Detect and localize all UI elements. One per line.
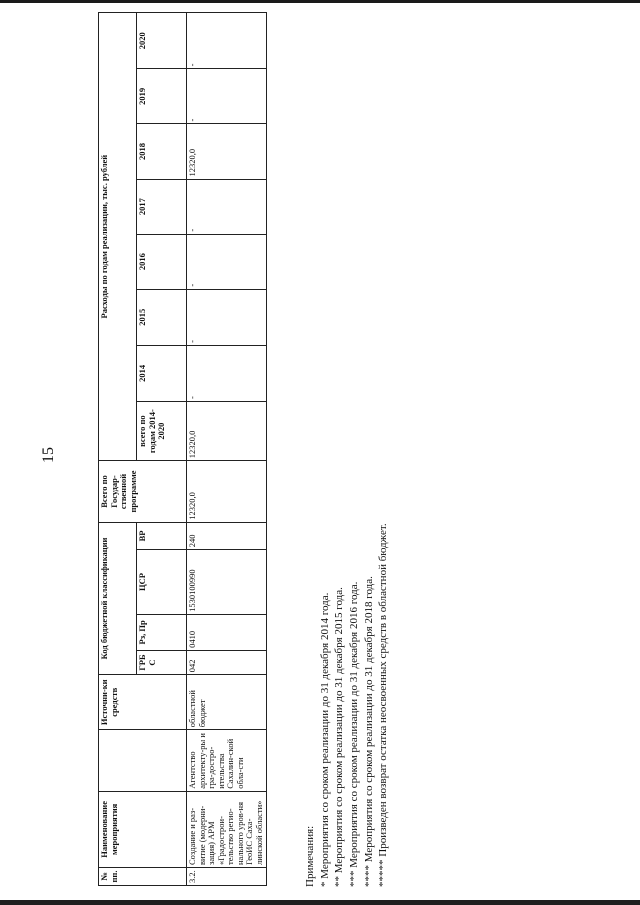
cell-year-value: - bbox=[187, 234, 267, 289]
note-item: ***** Произведен возврат остатка неосвоенных средств в областной бюджет. bbox=[377, 523, 390, 887]
cell-total-program: 12320,0 bbox=[187, 461, 267, 522]
cell-year-value: - bbox=[187, 345, 267, 401]
cell-grbs: 042 bbox=[187, 650, 267, 674]
header-expenses-group: Расходы по годам реализации, тыс. рублей bbox=[99, 13, 137, 461]
cell-total-years: 12320,0 bbox=[187, 401, 267, 460]
notes-title: Примечания: bbox=[304, 825, 316, 887]
header-csr: ЦСР bbox=[137, 550, 187, 615]
header-source: Источни-ки средств bbox=[99, 675, 187, 730]
header-year: 2017 bbox=[137, 179, 187, 234]
header-year: 2016 bbox=[137, 234, 187, 289]
header-year: 2014 bbox=[137, 345, 187, 401]
header-grbs: ГРБ С bbox=[137, 650, 187, 674]
cell-year-value: - bbox=[187, 69, 267, 124]
header-bkc-group: Код бюджетной классификации bbox=[99, 522, 137, 675]
header-total-program: Всего по Государ-ственной программе bbox=[99, 461, 187, 522]
cell-csr: 1530100990 bbox=[187, 550, 267, 615]
header-num: № пп. bbox=[99, 868, 187, 886]
note-item: *** Мероприятия со сроком реализации до 31 декабря 2016 года. bbox=[347, 581, 360, 887]
header-executor bbox=[99, 730, 187, 791]
cell-executor: Агентство архитекту-ры и гра-достро-ительства Сахалин-ской обла-сти bbox=[187, 730, 267, 791]
cell-source: областной бюджет bbox=[187, 675, 267, 730]
cell-year-value: - bbox=[187, 179, 267, 234]
header-year: 2020 bbox=[137, 13, 187, 69]
cell-year-value: - bbox=[187, 289, 267, 345]
header-rz-pr: Рз, Пр bbox=[137, 614, 187, 650]
note-item: ** Мероприятия со сроком реализации до 31 декабря 2015 года. bbox=[333, 587, 346, 887]
header-total-years: всего по годам 2014-2020 bbox=[137, 401, 187, 460]
budget-table bbox=[98, 12, 267, 886]
note-item: * Мероприятия со сроком реализации до 31 декабря 2014 года. bbox=[318, 592, 331, 887]
header-name: Наименование мероприятия bbox=[99, 791, 187, 867]
header-year: 2015 bbox=[137, 289, 187, 345]
cell-num: 3.2. bbox=[187, 868, 267, 886]
header-year: 2018 bbox=[137, 124, 187, 179]
note-item: **** Мероприятия со сроком реализации до 31 декабря 2018 года. bbox=[362, 576, 375, 887]
header-year: 2019 bbox=[137, 69, 187, 124]
cell-name: Создание и раз-витие (модерни-зация) АРМ «Градострои-тельство регио-нального уров-ня ГеоИС Саха-линской области» bbox=[187, 791, 267, 867]
cell-rz-pr: 0410 bbox=[187, 614, 267, 650]
cell-year-value: 12320,0 bbox=[187, 124, 267, 179]
notes-block bbox=[303, 287, 391, 887]
cell-vr: 240 bbox=[187, 522, 267, 550]
page-number: 15 bbox=[40, 447, 57, 463]
header-vr: ВР bbox=[137, 522, 187, 550]
cell-year-value: - bbox=[187, 13, 267, 69]
table-row bbox=[187, 13, 267, 886]
